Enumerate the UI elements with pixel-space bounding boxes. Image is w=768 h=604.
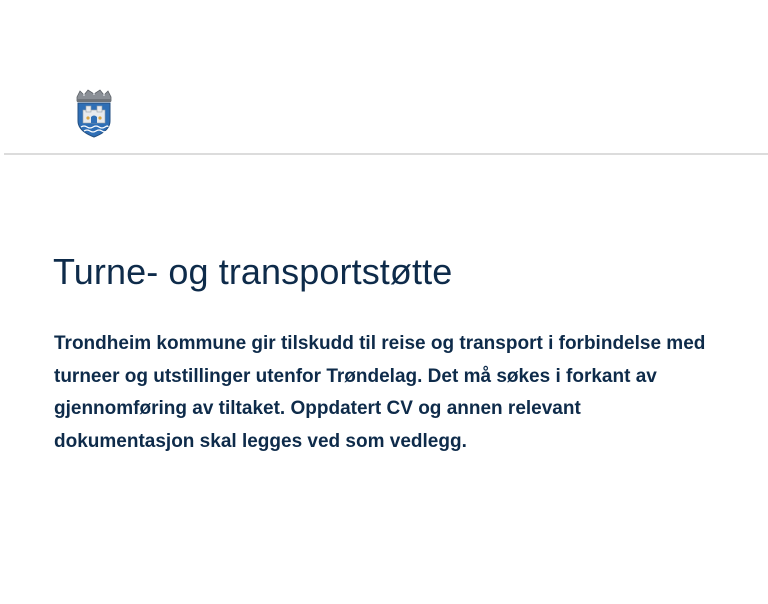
- intro-paragraph: Trondheim kommune gir tilskudd til reise og transport i forbindelse med turneer og utstillinger utenfor Trøndelag. Det må søkes i forkant av gjennomføring av tiltaket. Oppdatert CV og annen relevant dokumentasjon skal legges ved som vedlegg.: [54, 333, 706, 452]
- page-title: Turne- og transportstøtte: [53, 251, 453, 292]
- header-divider: [4, 153, 768, 155]
- coat-of-arms-icon: [74, 88, 114, 138]
- site-header: [0, 0, 768, 153]
- home-logo-link[interactable]: [74, 88, 114, 138]
